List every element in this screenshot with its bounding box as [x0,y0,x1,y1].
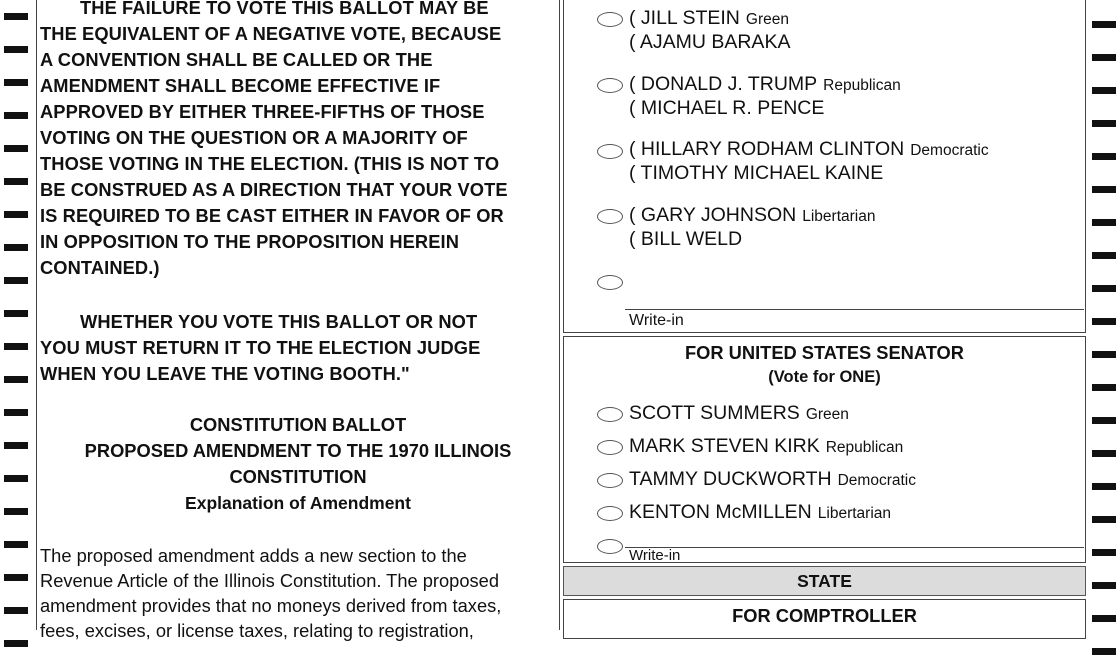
senator-office-title: FOR UNITED STATES SENATOR [685,342,964,363]
right-timing-marks [1092,0,1116,630]
senator-vote-for: (Vote for ONE) [768,368,881,386]
return-ballot-notice [40,309,556,387]
timing-mark [4,178,28,185]
timing-mark [4,277,28,284]
explanation-subtitle: Explanation of Amendment [185,493,411,513]
vote-oval-johnson[interactable] [597,209,623,224]
candidate-name: ( JILL STEIN [629,7,740,29]
candidate-name: KENTON McMILLEN [629,501,812,523]
party-label: Libertarian [817,505,892,522]
vote-oval-senator-writein[interactable] [597,539,623,554]
timing-mark [1092,450,1116,457]
timing-mark [1092,120,1116,127]
warning-line: APPROVED BY EITHER THREE-FIFTHS OF THOSE [40,101,485,122]
explanation-line: amendment provides that no moneys derived from taxes, [40,595,502,616]
timing-mark [4,79,28,86]
president-writein-label: Write-in [629,312,684,329]
candidate-clinton [629,138,989,184]
candidate-name: MARK STEVEN KIRK [629,435,820,457]
party-label: Democratic [910,142,989,159]
comptroller-office-title: FOR COMPTROLLER [732,605,917,626]
candidate-mcmillen [629,501,891,525]
timing-mark [4,376,28,383]
timing-mark [4,508,28,515]
timing-mark [4,13,28,20]
timing-mark [1092,219,1116,226]
timing-mark [1092,417,1116,424]
party-label: Green [805,406,849,423]
state-section-header: STATE [563,566,1086,596]
column-divider [559,0,560,630]
notice-line: YOU MUST RETURN IT TO THE ELECTION JUDGE [40,337,481,358]
vote-oval-duckworth[interactable] [597,473,623,488]
constitution-heading [40,412,556,516]
timing-mark [4,607,28,614]
timing-mark [4,343,28,350]
party-label: Republican [823,77,901,94]
timing-mark [1092,384,1116,391]
left-border [36,0,37,630]
timing-mark [1092,318,1116,325]
running-mate: ( TIMOTHY MICHAEL KAINE [629,162,884,184]
instructions-column [40,0,556,641]
running-mate: ( AJAMU BARAKA [629,31,791,53]
timing-mark [1092,285,1116,292]
constitution-title: CONSTITUTION BALLOT [189,414,407,435]
explanation-line: fees, excises, or license taxes, relating to registration, [40,620,474,641]
warning-line: IN OPPOSITION TO THE PROPOSITION HEREIN [40,231,460,252]
candidate-johnson [629,204,875,250]
candidate-name: ( DONALD J. TRUMP [629,73,818,95]
vote-oval-president-writein[interactable] [597,275,623,290]
warning-line: VOTING ON THE QUESTION OR A MAJORITY OF [40,127,468,148]
timing-mark [4,475,28,482]
warning-line: A CONVENTION SHALL BE CALLED OR THE [40,49,433,70]
running-mate: ( MICHAEL R. PENCE [629,97,825,119]
timing-mark [4,112,28,119]
timing-mark [1092,516,1116,523]
senator-writein-label: Write-in [629,547,681,561]
candidate-name: ( GARY JOHNSON [629,204,797,226]
timing-mark [4,541,28,548]
party-label: Libertarian [802,208,876,225]
warning-line: THOSE VOTING IN THE ELECTION. (THIS IS NOT TO [40,153,500,174]
explanation-line: The proposed amendment adds a new section to the [40,545,467,566]
timing-mark [1092,582,1116,589]
timing-mark [4,145,28,152]
vote-oval-trump[interactable] [597,78,623,93]
timing-mark [1092,252,1116,259]
vote-oval-clinton[interactable] [597,144,623,159]
timing-mark [1092,615,1116,622]
warning-line: THE FAILURE TO VOTE THIS BALLOT MAY BE [80,0,489,18]
candidate-stein [629,7,790,53]
negative-vote-warning [40,0,556,281]
candidate-name: TAMMY DUCKWORTH [629,468,832,490]
timing-mark [4,442,28,449]
vote-oval-mcmillen[interactable] [597,506,623,521]
constitution-line3: CONSTITUTION [229,466,367,487]
constitution-line2: PROPOSED AMENDMENT TO THE 1970 ILLINOIS [84,440,512,461]
timing-mark [4,211,28,218]
vote-oval-kirk[interactable] [597,440,623,455]
timing-mark [1092,648,1116,655]
party-label: Green [745,11,789,28]
candidate-name: SCOTT SUMMERS [629,402,800,424]
timing-mark [1092,21,1116,28]
timing-mark [1092,87,1116,94]
candidate-name: ( HILLARY RODHAM CLINTON [629,138,905,160]
timing-mark [4,310,28,317]
vote-oval-summers[interactable] [597,407,623,422]
timing-mark [1092,54,1116,61]
notice-line: WHETHER YOU VOTE THIS BALLOT OR NOT [80,311,478,332]
timing-mark [4,640,28,647]
timing-mark [4,46,28,53]
president-writein-line[interactable] [625,309,1084,310]
timing-mark [1092,153,1116,160]
timing-mark [1092,549,1116,556]
warning-line: BE CONSTRUED AS A DIRECTION THAT YOUR VOTE [40,179,508,200]
candidate-trump [629,73,901,119]
warning-line: CONTAINED.) [40,257,160,278]
amendment-explanation [40,543,556,643]
notice-line: WHEN YOU LEAVE THE VOTING BOOTH." [40,363,410,384]
running-mate: ( BILL WELD [629,228,743,250]
vote-oval-stein[interactable] [597,12,623,27]
timing-mark [4,244,28,251]
candidate-summers [629,402,849,426]
warning-line: THE EQUIVALENT OF A NEGATIVE VOTE, BECAUSE [40,23,502,44]
party-label: Democratic [837,472,916,489]
timing-mark [1092,351,1116,358]
explanation-line: Revenue Article of the Illinois Constitution. The proposed [40,570,499,591]
timing-mark [1092,483,1116,490]
timing-mark [1092,186,1116,193]
candidate-kirk [629,435,903,459]
warning-line: IS REQUIRED TO BE CAST EITHER IN FAVOR OF OR [40,205,504,226]
party-label: Republican [825,439,904,456]
timing-mark [4,574,28,581]
warning-line: AMENDMENT SHALL BECOME EFFECTIVE IF [40,75,441,96]
left-timing-marks [4,0,28,630]
timing-mark [4,409,28,416]
candidate-duckworth [629,468,916,492]
senator-writein-line[interactable] [625,547,1084,548]
